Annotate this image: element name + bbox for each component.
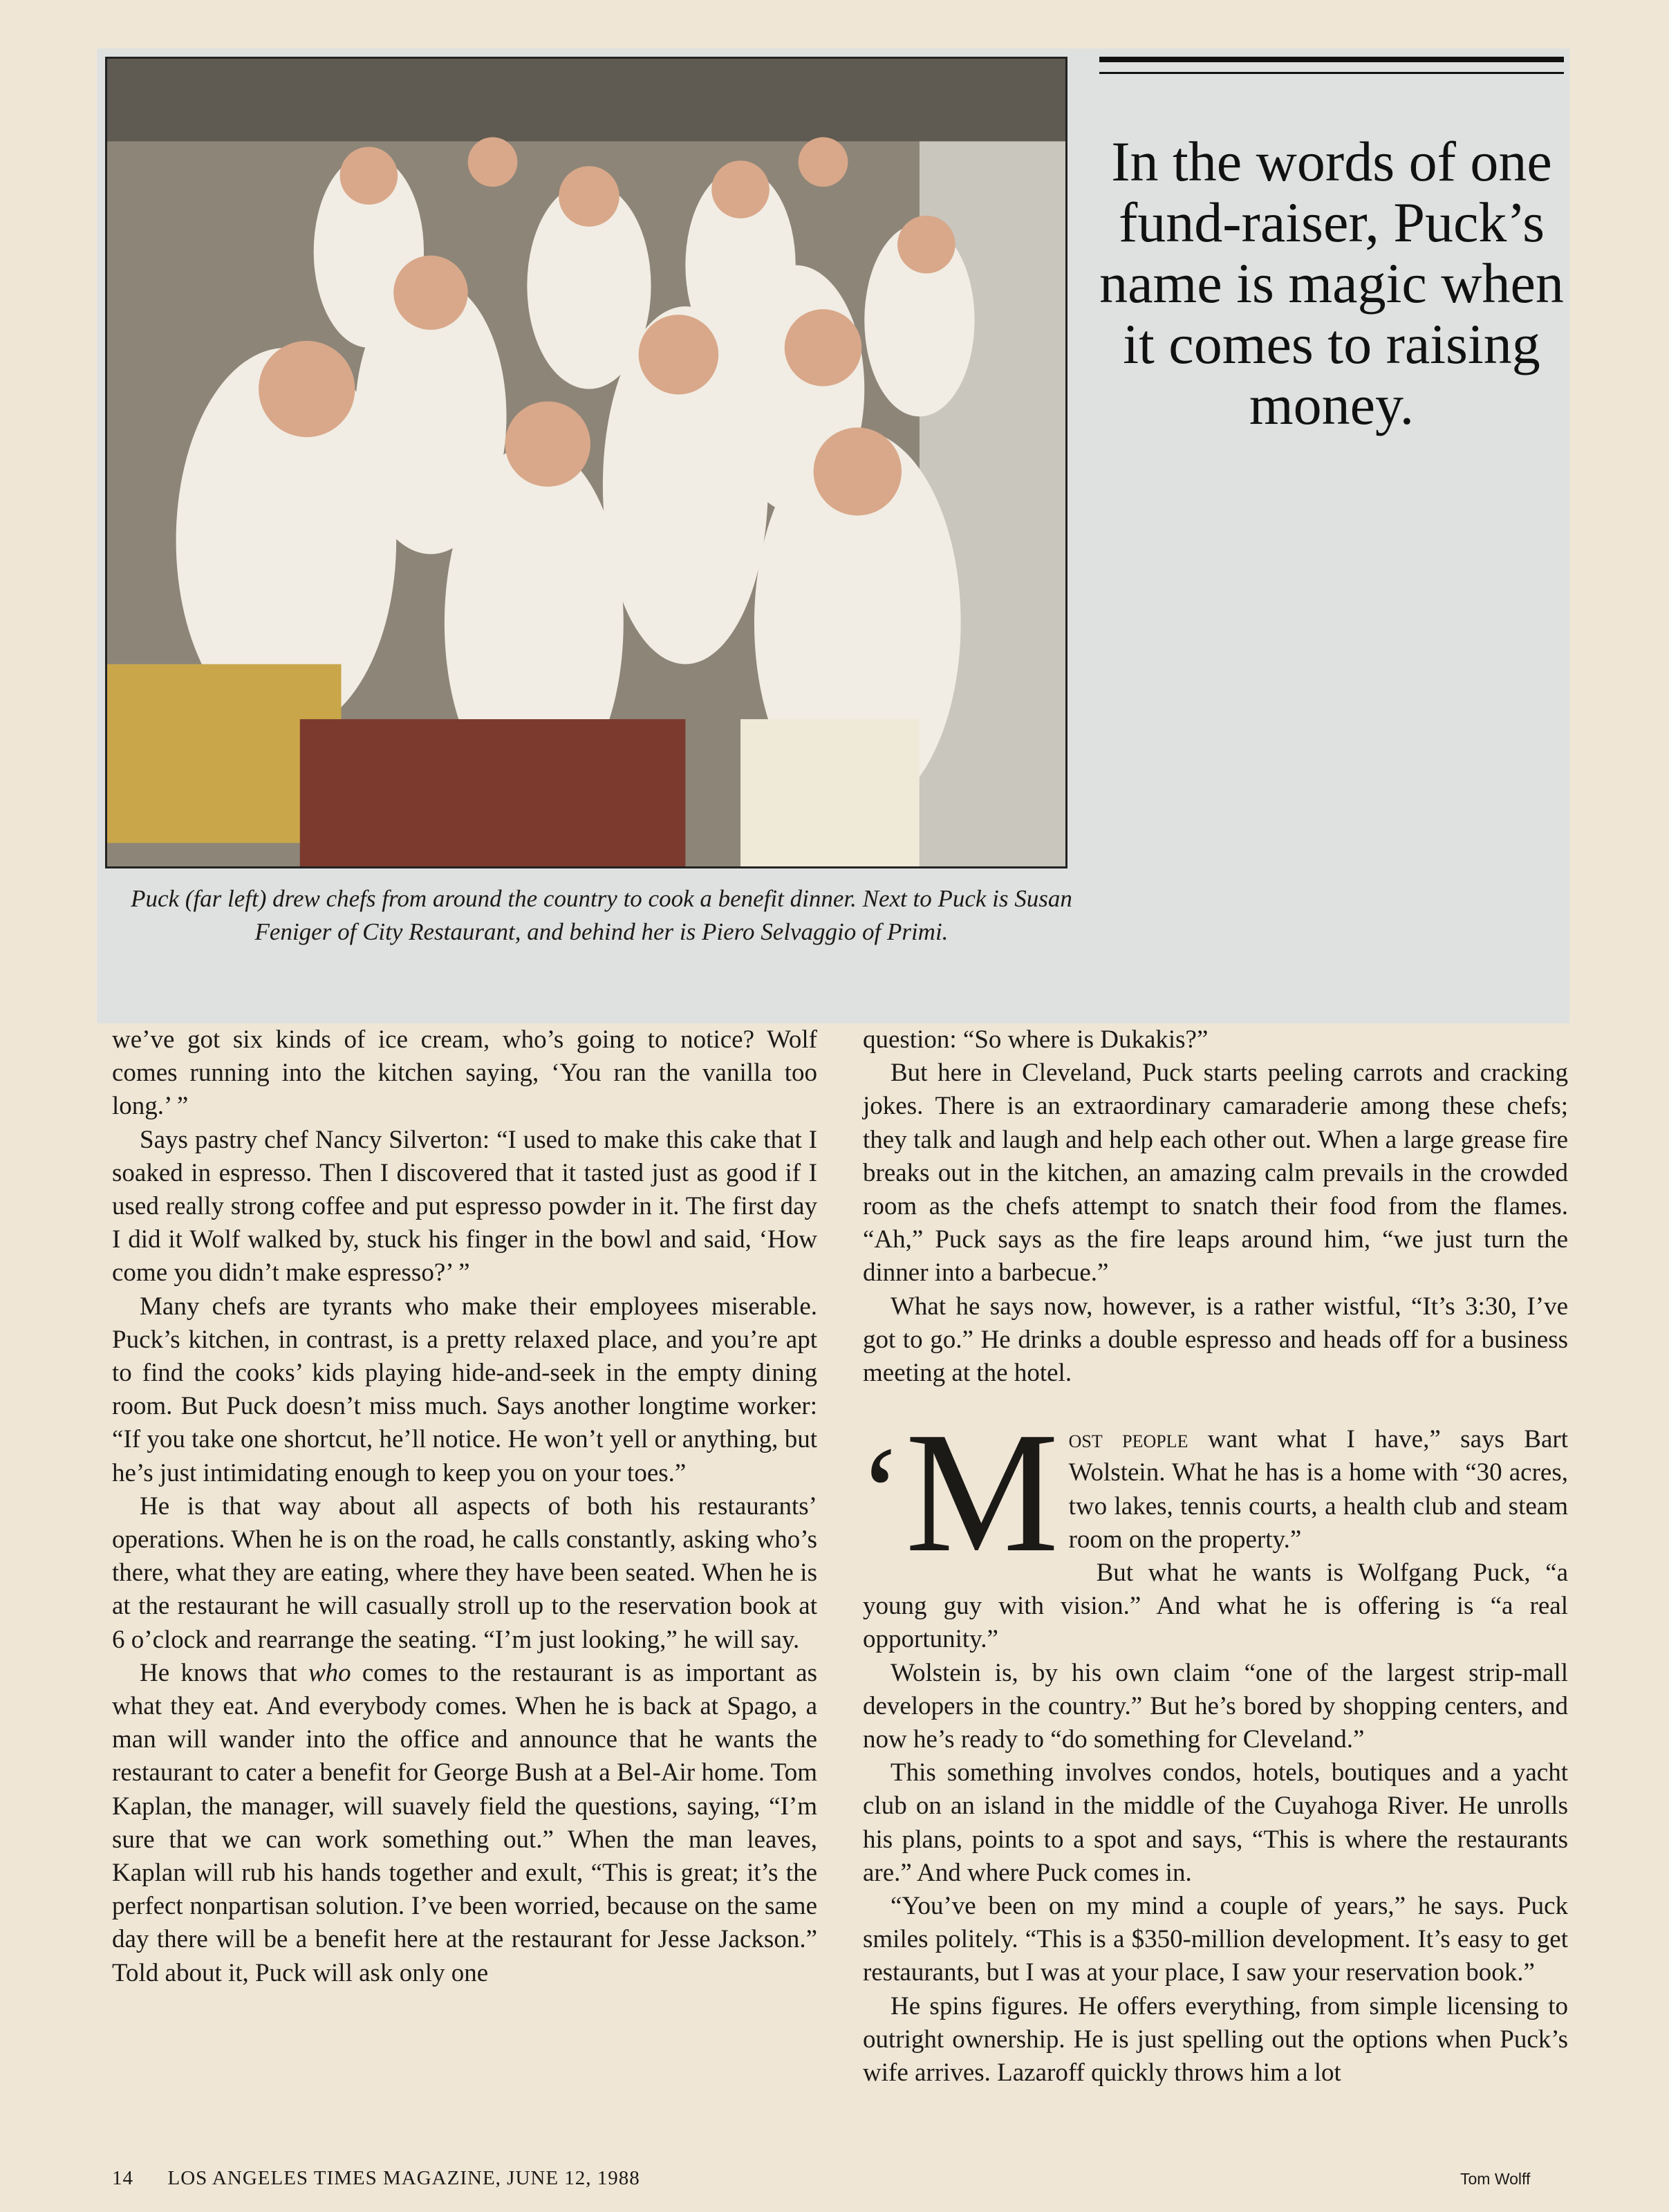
drop-cap: [859, 1397, 1059, 1589]
article-column-left: [112, 1023, 817, 1990]
page-number: 14: [112, 2167, 133, 2189]
article-column-right: [859, 1023, 1568, 2090]
paragraph: Says pastry chef Nancy Silverton: “I used to make this cake that I soaked in espresso. Then I discovered that it tasted just as good if I used really strong coffee and put espresso powder in it. The first day I did it Wolf walked by, stuck his finger in the bowl and said, ‘How come you didn’t make espresso?’ ”: [112, 1125, 817, 1288]
photo-illustration: [107, 59, 1065, 866]
paragraph: He spins figures. He offers everything, from simple licensing to outright ownership. He is just spelling out the options when Puck’s wife arrives. Lazaroff quickly throws him a lot: [863, 1991, 1568, 2088]
photo-credit: Tom Wolff: [1460, 2170, 1531, 2188]
drop-cap-letter: M: [905, 1397, 1059, 1589]
page-footer: [112, 2167, 640, 2190]
paragraph: “You’ve been on my mind a couple of years,” he says. Puck smiles politely. “This is a $350-million development. It’s easy to get restaurants, but I was at your place, I saw your reservation book.”: [863, 1892, 1568, 1987]
paragraph: we’ve got six kinds of ice cream, who’s going to notice? Wolf comes running into the kitchen saying, ‘You ran the vanilla too long.’ ”: [112, 1025, 817, 1121]
publication-line: LOS ANGELES TIMES MAGAZINE, JUNE 12, 1988: [167, 2167, 640, 2189]
small-caps-lead: ost people: [1068, 1425, 1188, 1454]
paragraph: question: “So where is Dukakis?”: [863, 1025, 1209, 1054]
section-opener: [859, 1397, 1568, 1589]
pull-quote: In the words of one fund-raiser, Puck’s name is magic when it comes to raising money.: [1099, 130, 1564, 436]
photo-caption: Puck (far left) drew chefs from around the country to cook a benefit dinner. Next to Puck is Susan Feniger of City Restaurant, and behind her is Piero Selvaggio of Primi.: [131, 885, 1072, 945]
paragraph: But what he wants is Wolfgang Puck, “a young guy with vision.” And what he is offering is “a real opportunity.”: [863, 1559, 1568, 1654]
paragraph: This something involves condos, hotels, boutiques and a yacht club on an island in the middle of the Cuyahoga River. He unrolls his plans, points to a spot and says, “This is where the restaurants are.” And where Puck comes in.: [863, 1758, 1568, 1887]
paragraph: He is that way about all aspects of both his restaurants’ operations. When he is on the road, he calls constantly, asking who’s there, what they are eating, where they have been seated. When he is at the restaurant he will casually stroll up to the reservation book at 6 o’clock and rearrange the seating. “I’m just looking,” he will say.: [112, 1491, 817, 1654]
pullquote-rule-thick: [1099, 57, 1564, 62]
paragraph: What he says now, however, is a rather wistful, “It’s 3:30, I’ve got to go.” He drinks a double espresso and heads off for a business meeting at the hotel.: [863, 1292, 1568, 1388]
pullquote-rule-thin: [1099, 72, 1564, 74]
text-span: comes to the restaurant is as important as what they eat. And everybody comes. When he is back at Spago, a man will wander into the office and announce that he wants the restaurant to cater a benefit for George Bush at a Bel-Air home. Tom Kaplan, the manager, will suavely field the questions, saying, “I’m sure that we can work something out.” When the man leaves, Kaplan will rub his hands together and exult, “This is great; it’s the perfect nonpartisan solution. I’ve been worried, because on the same day there will be a benefit here at the restaurant for Jesse Jackson.” Told about it, Puck will ask only one: [112, 1658, 818, 1987]
text-span: He knows that: [140, 1658, 308, 1687]
paragraph: Wolstein is, by his own claim “one of the largest strip-mall developers in the country.” But he’s bored by shopping centers, and now he’s ready to “do something for Cleveland.”: [863, 1658, 1568, 1754]
paragraph: [112, 1657, 817, 1990]
italic-word: who: [308, 1658, 351, 1687]
text-span: want what I have,” says Bart Wolstein. What he has is a home with “30 acres, two lakes, tennis courts, a health club and steam room on the property.”: [1068, 1425, 1568, 1554]
drop-cap-quote: ‘: [859, 1420, 903, 1566]
paragraph: But here in Cleveland, Puck starts peeling carrots and cracking jokes. There is an extraordinary camaraderie among these chefs; they talk and laugh and help each other out. When a large grease fire breaks out in the kitchen, an amazing calm prevails in the crowded room as the chefs attempt to snatch their food from the flames. “Ah,” Puck says as the fire leaps around him, “we just turn the dinner into a barbecue.”: [863, 1059, 1568, 1288]
paragraph: Many chefs are tyrants who make their employees miserable. Puck’s kitchen, in contrast, is a pretty relaxed place, and you’re apt to find the cooks’ kids playing hide-and-seek in the empty dining room. But Puck doesn’t miss much. Says another longtime worker: “If you take one shortcut, he’ll notice. He won’t yell or anything, but he’s just intimidating enough to keep you on your toes.”: [112, 1292, 817, 1487]
chefs-group-photo: [105, 57, 1067, 868]
